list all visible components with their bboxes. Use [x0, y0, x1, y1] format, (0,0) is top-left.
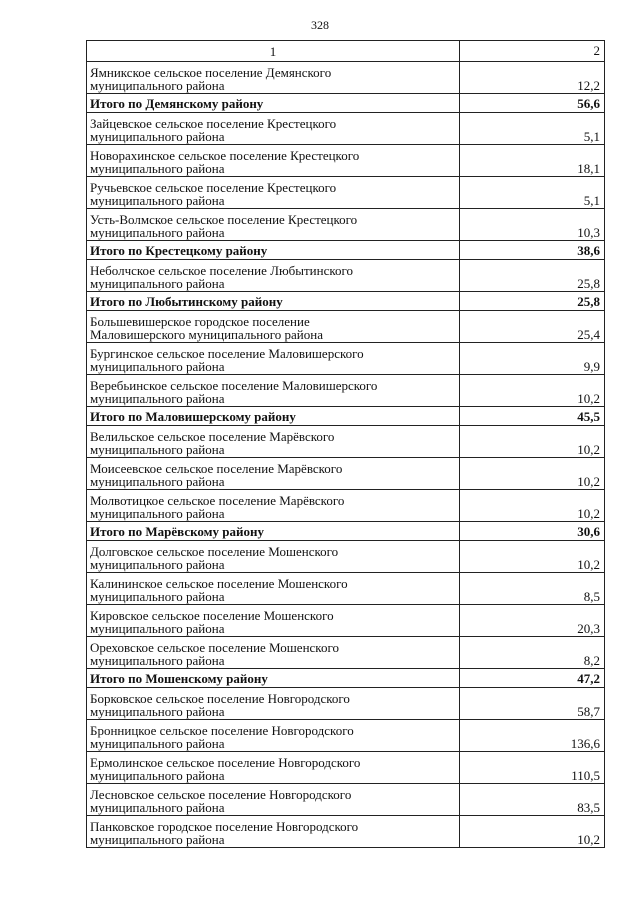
settlement-value: 12,2: [460, 62, 605, 94]
column-header-1: 1: [87, 41, 460, 62]
settlement-name-line-1: Моисеевское сельское поселение Марёвского: [90, 461, 343, 476]
settlement-name-line-1: Молвотицкое сельское поселение Марёвского: [90, 493, 345, 508]
settlement-name-line-1: Усть-Волмское сельское поселение Крестецкого: [90, 212, 358, 227]
settlement-row: [87, 688, 605, 720]
settlement-value: 83,5: [460, 784, 605, 816]
settlement-row: [87, 209, 605, 241]
settlement-value: 10,2: [460, 541, 605, 573]
settlement-row: [87, 541, 605, 573]
settlement-value: 25,8: [460, 260, 605, 292]
settlement-row: [87, 720, 605, 752]
settlement-name: [87, 688, 460, 720]
total-value: 30,6: [460, 522, 605, 541]
settlement-name-line-1: Ручьевское сельское поселение Крестецкого: [90, 180, 337, 195]
settlement-name: [87, 573, 460, 605]
settlement-value: 10,2: [460, 426, 605, 458]
settlement-value: 8,5: [460, 573, 605, 605]
settlement-value: 136,6: [460, 720, 605, 752]
column-header-2: 2: [460, 41, 605, 62]
settlement-name-line-2: муниципального района: [90, 653, 225, 668]
settlement-name-line-2: муниципального района: [90, 391, 225, 406]
settlement-row: [87, 145, 605, 177]
settlement-name-line-2: муниципального района: [90, 621, 225, 636]
total-value: 56,6: [460, 94, 605, 113]
total-value: 45,5: [460, 407, 605, 426]
settlement-value: 58,7: [460, 688, 605, 720]
settlement-value: 9,9: [460, 343, 605, 375]
district-total-row: [87, 669, 605, 688]
settlement-name-line-2: Маловишерского муниципального района: [90, 327, 323, 342]
settlement-name: [87, 458, 460, 490]
settlement-name-line-1: Лесновское сельское поселение Новгородского: [90, 787, 352, 802]
settlement-name-line-1: Бронницкое сельское поселение Новгородского: [90, 723, 354, 738]
settlement-name-line-2: муниципального района: [90, 78, 225, 93]
settlement-name: [87, 113, 460, 145]
district-total-label: Итого по Крестецкому району: [87, 241, 460, 260]
settlement-name: [87, 375, 460, 407]
settlement-row: [87, 375, 605, 407]
settlement-name: [87, 784, 460, 816]
settlement-row: [87, 177, 605, 209]
settlement-name: [87, 605, 460, 637]
settlement-name: [87, 343, 460, 375]
settlement-value: 5,1: [460, 177, 605, 209]
settlement-name-line-1: Новорахинское сельское поселение Крестецкого: [90, 148, 360, 163]
district-total-label: Итого по Марёвскому району: [87, 522, 460, 541]
settlement-name-line-1: Бургинское сельское поселение Маловишерского: [90, 346, 364, 361]
settlement-name-line-2: муниципального района: [90, 736, 225, 751]
settlements-table: [86, 40, 605, 848]
total-value: 38,6: [460, 241, 605, 260]
settlement-name-line-1: Зайцевское сельское поселение Крестецкого: [90, 116, 337, 131]
settlement-name-line-2: муниципального района: [90, 276, 225, 291]
settlement-name: [87, 260, 460, 292]
settlement-name-line-2: муниципального района: [90, 704, 225, 719]
district-total-row: [87, 522, 605, 541]
settlement-name: [87, 177, 460, 209]
settlement-name-line-1: Долговское сельское поселение Мошенского: [90, 544, 339, 559]
settlement-name: [87, 752, 460, 784]
settlement-name: [87, 816, 460, 848]
settlement-name-line-1: Кировское сельское поселение Мошенского: [90, 608, 334, 623]
settlement-name-line-2: муниципального района: [90, 557, 225, 572]
settlement-name-line-2: муниципального района: [90, 768, 225, 783]
settlement-name-line-1: Панковское городское поселение Новгородского: [90, 819, 359, 834]
settlement-value: 25,4: [460, 311, 605, 343]
settlement-name-line-1: Ермолинское сельское поселение Новгородского: [90, 755, 361, 770]
settlement-name: [87, 426, 460, 458]
total-value: 25,8: [460, 292, 605, 311]
district-total-row: [87, 94, 605, 113]
settlement-row: [87, 490, 605, 522]
settlement-row: [87, 784, 605, 816]
settlement-name-line-2: муниципального района: [90, 129, 225, 144]
settlement-value: 18,1: [460, 145, 605, 177]
settlement-row: [87, 458, 605, 490]
settlement-row: [87, 62, 605, 94]
settlement-name-line-1: Велильское сельское поселение Марёвского: [90, 429, 335, 444]
settlement-name-line-1: Борковское сельское поселение Новгородского: [90, 691, 350, 706]
settlement-name: [87, 637, 460, 669]
page-number: 328: [311, 18, 329, 32]
settlement-name-line-1: Калининское сельское поселение Мошенского: [90, 576, 348, 591]
settlement-value: 8,2: [460, 637, 605, 669]
settlement-value: 10,2: [460, 375, 605, 407]
settlement-row: [87, 816, 605, 848]
settlement-name-line-1: Веребьинское сельское поселение Маловишерского: [90, 378, 378, 393]
settlement-value: 10,2: [460, 458, 605, 490]
district-total-label: Итого по Демянскому району: [87, 94, 460, 113]
district-total-row: [87, 292, 605, 311]
settlement-row: [87, 605, 605, 637]
settlement-value: 10,2: [460, 490, 605, 522]
table-body: [87, 41, 605, 848]
settlement-value: 110,5: [460, 752, 605, 784]
settlement-value: 20,3: [460, 605, 605, 637]
settlement-name: [87, 490, 460, 522]
district-total-label: Итого по Маловишерскому району: [87, 407, 460, 426]
settlement-name-line-2: муниципального района: [90, 193, 225, 208]
settlement-row: [87, 573, 605, 605]
settlement-name-line-1: Ямникское сельское поселение Демянского: [90, 65, 332, 80]
settlement-name: [87, 145, 460, 177]
total-value: 47,2: [460, 669, 605, 688]
settlement-name: [87, 311, 460, 343]
settlement-name-line-2: муниципального района: [90, 161, 225, 176]
settlement-name: [87, 62, 460, 94]
settlement-row: [87, 260, 605, 292]
settlement-row: [87, 311, 605, 343]
settlement-name-line-1: Большевишерское городское поселение: [90, 314, 310, 329]
settlement-name-line-2: муниципального района: [90, 442, 225, 457]
settlement-name-line-2: муниципального района: [90, 506, 225, 521]
settlement-name-line-2: муниципального района: [90, 474, 225, 489]
district-total-row: [87, 407, 605, 426]
settlement-name-line-2: муниципального района: [90, 589, 225, 604]
table-header-row: [87, 41, 605, 62]
settlement-row: [87, 343, 605, 375]
district-total-label: Итого по Мошенскому району: [87, 669, 460, 688]
settlement-row: [87, 426, 605, 458]
settlement-name-line-2: муниципального района: [90, 832, 225, 847]
settlement-value: 5,1: [460, 113, 605, 145]
settlement-name: [87, 209, 460, 241]
settlement-name-line-1: Неболчское сельское поселение Любытинского: [90, 263, 354, 278]
district-total-row: [87, 241, 605, 260]
settlement-name: [87, 541, 460, 573]
settlement-name: [87, 720, 460, 752]
settlement-value: 10,3: [460, 209, 605, 241]
settlement-row: [87, 637, 605, 669]
settlement-row: [87, 113, 605, 145]
settlement-name-line-2: муниципального района: [90, 359, 225, 374]
settlement-name-line-2: муниципального района: [90, 225, 225, 240]
settlement-row: [87, 752, 605, 784]
district-total-label: Итого по Любытинскому району: [87, 292, 460, 311]
settlement-name-line-1: Ореховское сельское поселение Мошенского: [90, 640, 339, 655]
settlement-name-line-2: муниципального района: [90, 800, 225, 815]
settlement-value: 10,2: [460, 816, 605, 848]
